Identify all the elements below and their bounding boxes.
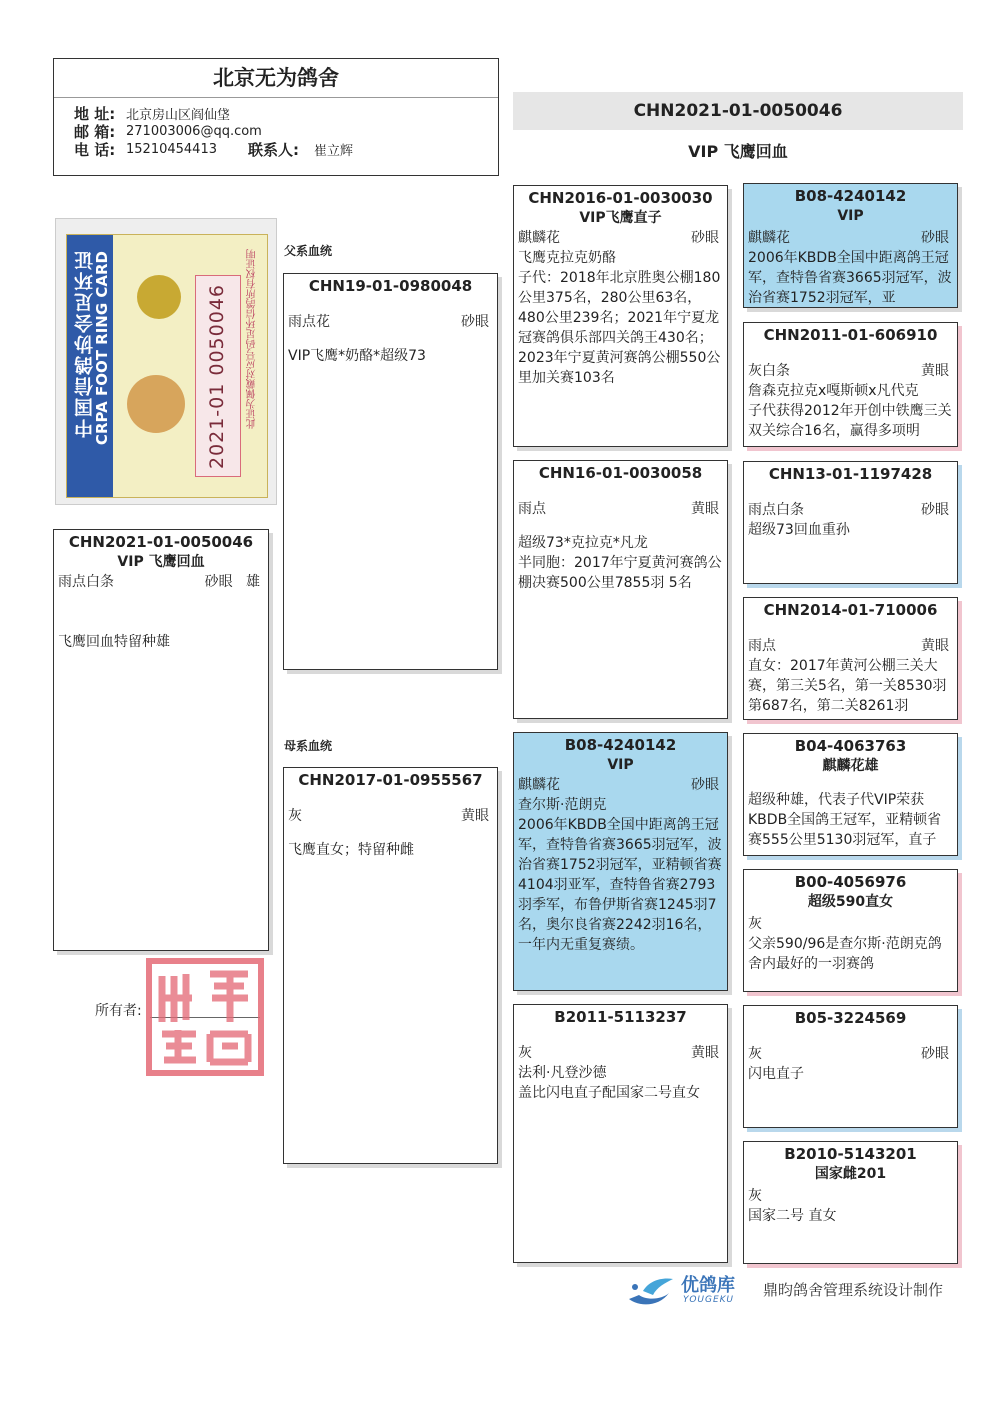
address-value: 北京房山区阎仙垡 — [126, 107, 231, 123]
sire-line-label: 父系血统 — [284, 244, 333, 258]
seal-glyphs-icon — [152, 964, 258, 1070]
sire-eye: 砂眼 — [461, 314, 489, 330]
subject-card — [53, 529, 269, 951]
ssd-eye: 黄眼 — [921, 363, 949, 379]
dam-card — [283, 767, 498, 1164]
dd-color: 灰 — [518, 1045, 532, 1061]
ss-ring: CHN2016-01-0030030 — [528, 189, 713, 207]
sdd-card — [743, 597, 958, 720]
dss-ring: B04-4063763 — [794, 737, 907, 755]
ring-card-title-en: CRPA FOOT RING CARD — [93, 251, 111, 446]
dd-ring: B2011-5113237 — [554, 1008, 687, 1026]
ring-card-image — [55, 218, 277, 505]
sire-card — [283, 273, 498, 670]
phone-label: 电 话: — [74, 140, 116, 159]
ring-card-number: 2021-01 0050046 — [206, 284, 228, 470]
dds-desc: 闪电直子 — [748, 1066, 804, 1082]
subject-sex: 雄 — [246, 574, 260, 590]
dam-dam-card — [513, 1004, 728, 1263]
sds-ring: CHN13-01-1197428 — [768, 465, 933, 483]
dss-desc: 超级种雄，代表子代VIP荣获KBDB全国鸽王冠军，亚精顿省赛555公里5130羽冠军，直子 — [748, 792, 942, 848]
ring-card-title-cn: 中国信鸽协会足环证 — [74, 249, 96, 438]
ring-number-box — [195, 275, 241, 477]
footer-credit: 鼎昀鸽舍管理系统设计制作 — [763, 1281, 944, 1299]
ss-color: 麒麟花 — [518, 230, 560, 246]
dd-desc: 法利·凡登沙德 盖比闪电直子配国家二号直女 — [518, 1065, 700, 1101]
email-value: 271003006@qq.com — [126, 123, 262, 139]
ddd-ring: B2010-5143201 — [784, 1145, 917, 1163]
sss-color: 麒麟花 — [748, 230, 790, 246]
ssd-ring: CHN2011-01-606910 — [763, 326, 938, 344]
dss-card — [743, 733, 958, 856]
subject-card-name: VIP 飞鹰回血 — [117, 554, 205, 570]
dsd-color: 灰 — [748, 916, 762, 932]
sd-ring: CHN16-01-0030058 — [538, 464, 703, 482]
pigeon-emblem — [127, 375, 185, 433]
ssd-card — [743, 322, 958, 447]
subject-eye: 砂眼 — [204, 574, 233, 590]
ddd-card — [743, 1141, 958, 1264]
dsd-desc: 父亲590/96是查尔斯·范朗克鸽舍内最好的一羽赛鸽 — [748, 936, 942, 972]
ds-ring: B08-4240142 — [564, 736, 677, 754]
dds-eye: 砂眼 — [921, 1046, 949, 1062]
sss-card — [743, 183, 958, 308]
association-logo — [137, 275, 181, 319]
sss-desc: 2006年KBDB全国中距离鸽王冠军，查特鲁省赛3665羽冠军，波治省赛1752羽冠军，亚 — [748, 250, 952, 306]
ring-card-note: 此证为佩戴对应号码足环信鸽所有权证明 — [247, 249, 258, 429]
subject-color: 雨点白条 — [58, 574, 114, 590]
ssd-color: 灰白条 — [748, 363, 790, 379]
sdd-ring: CHN2014-01-710006 — [763, 601, 938, 619]
phone-line — [74, 140, 498, 158]
sire-dam-card — [513, 460, 728, 719]
dds-ring: B05-3224569 — [794, 1009, 907, 1027]
footer — [625, 1271, 955, 1311]
ds-color: 麒麟花 — [518, 777, 560, 793]
sire-color: 雨点花 — [288, 314, 330, 330]
ddd-nick: 国家雌201 — [814, 1166, 887, 1182]
ring-card — [66, 234, 268, 498]
contact-label: 联系人: — [248, 140, 299, 159]
dss-nick: 麒麟花雄 — [822, 758, 879, 774]
sss-nick: VIP — [837, 208, 864, 224]
owner-label: 所有者: — [95, 1003, 142, 1019]
dam-eye: 黄眼 — [461, 808, 489, 824]
ssd-desc: 詹森克拉克x嘎斯顿x凡代克 子代获得2012年开创中铁鹰三关双关综合16名，赢得多项明 — [748, 383, 952, 439]
ss-eye: 砂眼 — [691, 230, 719, 246]
sds-eye: 砂眼 — [921, 502, 949, 518]
ds-desc: 查尔斯·范朗克 2006年KBDB全国中距离鸽王冠军，查特鲁省赛3665羽冠军，波治省赛1752羽冠军，亚精顿省赛4104羽亚军，查特鲁省赛2793羽季军，布鲁伊斯省赛1245羽7名，奥尔良省赛2242羽16名，一年内无重复赛绩。 — [518, 797, 722, 953]
loft-name: 北京无为鸽舍 — [54, 59, 498, 98]
dsd-card — [743, 869, 958, 992]
dam-desc: 飞鹰直女；特留种雌 — [288, 842, 414, 858]
email-label: 邮 箱: — [74, 122, 116, 141]
dds-color: 灰 — [748, 1046, 762, 1062]
dsd-ring: B00-4056976 — [794, 873, 907, 891]
address-line — [74, 104, 498, 122]
sds-card — [743, 461, 958, 584]
dsd-nick: 超级590直女 — [807, 894, 894, 910]
sd-color: 雨点 — [518, 501, 546, 517]
sds-color: 雨点白条 — [748, 502, 804, 518]
sss-ring: B08-4240142 — [794, 187, 907, 205]
sd-desc: 超级73*克拉克*凡龙 半同胞：2017年宁夏黄河赛鸽公棚决赛500公里7855羽 5名 — [518, 535, 722, 591]
email-line — [74, 122, 498, 140]
brand-name-en: YOUGEKU — [683, 1295, 735, 1305]
ds-nick: VIP — [607, 757, 634, 773]
yougeku-logo-icon — [625, 1273, 677, 1309]
ss-desc: 飞鹰克拉克奶酪 子代：2018年北京胜奥公棚180公里375名，280公里63名，480公里239名；2021年宁夏龙冠赛鸽俱乐部四关鸽王430名；2023年宁夏黄河赛鸽公棚550公里加关赛103名 — [518, 250, 721, 386]
subject-name: VIP 飞鹰回血 — [688, 142, 788, 161]
ddd-color: 灰 — [748, 1188, 762, 1204]
sss-eye: 砂眼 — [921, 230, 949, 246]
subject-ring-banner: CHN2021-01-0050046 — [513, 92, 963, 130]
loft-header — [53, 58, 499, 176]
dds-card — [743, 1005, 958, 1128]
ds-eye: 砂眼 — [691, 777, 719, 793]
dam-sire-card — [513, 732, 728, 991]
sire-ring: CHN19-01-0980048 — [308, 277, 473, 295]
sire-sire-card — [513, 185, 728, 447]
dam-color: 灰 — [288, 808, 302, 824]
sire-desc: VIP飞鹰*奶酪*超级73 — [288, 348, 426, 364]
ss-nick: VIP飞鹰直子 — [579, 210, 662, 226]
subject-note: 飞鹰回血特留种雄 — [58, 634, 170, 650]
ddd-desc: 国家二号 直女 — [748, 1208, 837, 1224]
contact-value: 崔立辉 — [314, 143, 354, 159]
dam-ring: CHN2017-01-0955567 — [298, 771, 483, 789]
sdd-color: 雨点 — [748, 638, 776, 654]
subject-card-ring: CHN2021-01-0050046 — [68, 533, 254, 551]
sdd-eye: 黄眼 — [921, 638, 949, 654]
phone-value: 15210454413 — [126, 141, 217, 157]
address-label: 地 址: — [74, 104, 116, 123]
owner-seal-stamp — [146, 958, 264, 1076]
sdd-desc: 直女：2017年黄河公棚三关大赛，第三关5名，第一关8530羽第687名，第二关8261羽 — [748, 658, 947, 714]
sds-desc: 超级73回血重孙 — [748, 522, 850, 538]
dd-eye: 黄眼 — [691, 1045, 719, 1061]
dam-line-label: 母系血统 — [284, 739, 333, 753]
sd-eye: 黄眼 — [691, 501, 719, 517]
brand-name: 优鸽库 — [681, 1275, 735, 1296]
